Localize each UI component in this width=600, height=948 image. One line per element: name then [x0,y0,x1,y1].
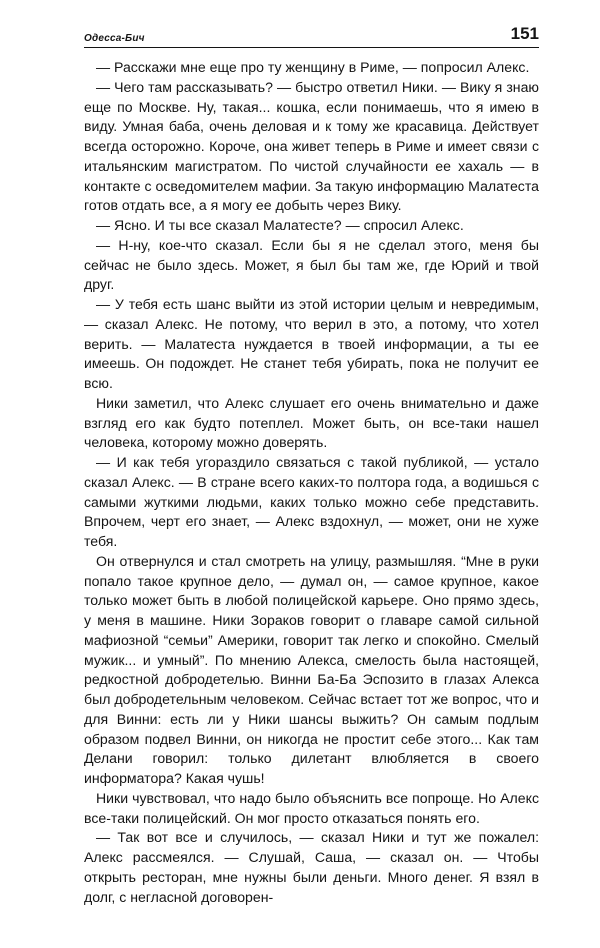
paragraph: Ники заметил, что Алекс слушает его очень внимательно и даже взгляд его как будто потеплел. Может быть, он все-таки нашел человека, которому можно доверять. [84,394,539,451]
paragraph: — Ясно. И ты все сказал Малатесте? — спросил Алекс. [96,217,464,233]
book-page [84,20,539,930]
body-text [84,58,539,907]
page-number: 151 [510,24,539,43]
running-title: Одесса-Бич [84,33,145,44]
paragraph: — Н-ну, кое-что сказал. Если бы я не сделал этого, меня бы сейчас не было здесь. Может, я был бы там же, где Юрий и твой друг. [84,236,539,293]
paragraph: — И как тебя угораздило связаться с такой публикой, — устало сказал Алекс. — В стране всего каких-то полтора года, а водишься с самыми жуткими людьми, каких только можно себе представить. Впрочем, черт его знает, — Алекс вздохнул, — может, они не хуже тебя. [84,454,539,549]
paragraph: Он отвернулся и стал смотреть на улицу, размышляя. “Мне в руки попало такое крупное дело, — думал он, — самое крупное, какое только может быть в любой полицейской карьере. Оно прямо здесь, у меня в машине. Ники Зораков говорит о главаре самой сильной мафиозной “семьи” Америки, говорит так легко и спокойно. Смелый мужик... и умный”. По мнению Алекса, смелость была настоящей, редкостной добродетелью. Винни Ба-Ба Эспозито в глазах Алекса был добродетельным человеком. Сейчас встает тот же вопрос, что и для Винни: есть ли у Ники шансы выжить? Он самым подлым образом подвел Винни, он никогда не простит себе этого... Как там Делани говорил: только дилетант влюбляется в своего информатора? Какая чушь! [84,552,539,786]
paragraph: — Расскажи мне еще про ту женщину в Риме, — попросил Алекс. [96,59,530,75]
running-header [84,20,539,48]
paragraph: — Так вот все и случилось, — сказал Ники и тут же пожалел: Алекс рассмеялся. — Слушай, Саша, — сказал он. — Чтобы открыть ресторан, мне нужны были деньги. Много денег. Я взял в долг, с негласной договорен- [84,829,539,905]
paragraph: — Чего там рассказывать? — быстро ответил Ники. — Вику я знаю еще по Москве. Ну, такая... кошка, если понимаешь, что я имею в виду. Умная баба, очень деловая и к тому же красавица. Действует всегда осторожно. Короче, она живет теперь в Риме и имеет связи с итальянским магистратом. По чистой случайности ее хахаль — в контакте с осведомителем мафии. За такую информацию Малатеста готов отдать все, а я могу ее добыть через Вику. [84,78,539,214]
paragraph: Ники чувствовал, что надо было объяснить все попроще. Но Алекс все-таки полицейский. Он мог просто отказаться понять его. [84,789,539,826]
paragraph: — У тебя есть шанс выйти из этой истории целым и невредимым, — сказал Алекс. Не потому, что верил в это, а потому, что хотел верить. — Малатеста нуждается в твоей информации, а ты ее имеешь. Он подождет. Не станет тебя убирать, пока не получит ее всю. [84,296,539,391]
